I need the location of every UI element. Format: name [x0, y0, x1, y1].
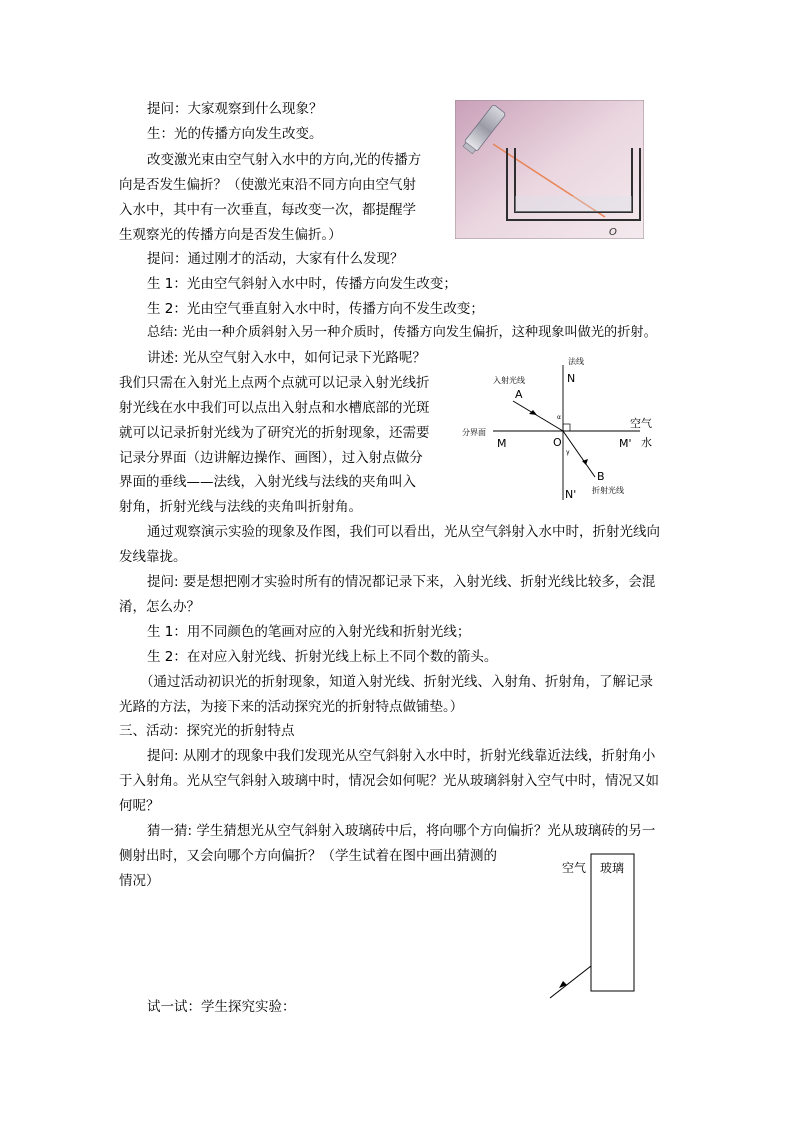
text-line: 生 1：光由空气斜射入水中时，传播方向发生改变；	[147, 276, 457, 292]
glass-ray-arrow	[559, 981, 567, 988]
angle-alpha: α	[557, 414, 561, 421]
text-line: 生 2：在对应入射光线、折射光线上标上不同个数的箭头。	[147, 649, 498, 665]
air-label: 空气	[630, 417, 652, 430]
text-line: 我们只需在入射光上点两个点就可以记录入射光线折	[119, 375, 430, 391]
text-line: 讲述: 光从空气射入水中，如何记录下光路呢？	[147, 350, 426, 366]
text-line: 就可以记录折射光线为了研究光的折射现象，还需要	[119, 425, 430, 441]
text-line: 生：光的传播方向发生改变。	[147, 126, 323, 142]
photo-label-o: O	[609, 227, 617, 238]
text-line: 提问: 从刚才的现象中我们发现光从空气斜射入水中时，折射光线靠近法线，折射角小	[147, 748, 656, 764]
interface-label: 分界面	[462, 428, 486, 437]
text-line: 总结: 光由一种介质斜射入另一种介质时，传播方向发生偏折，这种现象叫做光的折射。	[147, 325, 657, 340]
incident-ray-glass	[550, 966, 591, 998]
text-line: 猜一猜: 学生猜想光从空气斜射入玻璃砖中后，将向哪个方向偏折？光从玻璃砖的另一	[147, 823, 656, 839]
point-n: N	[567, 372, 576, 385]
text-line: 提问: 要是想把刚才实验时所有的情况都记录下来，入射光线、折射光线比较多，会混	[147, 574, 656, 590]
glass-block-diagram	[540, 848, 650, 1008]
text-line: 射角，折射光线与法线的夹角叫折射角。	[119, 499, 362, 515]
text-line: （通过活动初识光的折射现象，知道入射光线、折射光线、入射角、折射角，了解记录	[140, 674, 653, 690]
text-line: 情况）	[119, 873, 160, 889]
point-o: O	[553, 436, 562, 449]
text-line: 光路的方法，为接下来的活动探究光的折射特点做铺垫。）	[119, 699, 464, 715]
text-line: 侧射出时，又会向哪个方向偏折？（学生试着在图中画出猜测的	[119, 848, 497, 864]
point-m-prime: M'	[619, 437, 632, 450]
text-line: 界面的垂线——法线，入射光线与法线的夹角叫入	[119, 474, 416, 490]
incident-ray	[513, 401, 563, 431]
text-line: 试一试：学生探究实验：	[147, 999, 296, 1015]
text-line: 于入射角。光从空气斜射入玻璃中时，情况会如何呢？光从玻璃斜射入空气中时，情况又如	[119, 773, 659, 789]
text-line: 通过观察演示实验的现象及作图，我们可以看出，光从空气斜射入水中时，折射光线向	[147, 524, 660, 540]
refracted-label: 折射光线	[592, 486, 624, 495]
text-line: 向是否发生偏折？（使激光束沿不同方向由空气射	[119, 177, 416, 193]
text-line: 淆，怎么办？	[119, 599, 200, 615]
angle-gamma: γ	[566, 449, 570, 456]
text-line: 发线靠拢。	[119, 549, 187, 565]
text-line: 射光线在水中我们可以点出入射点和水槽底部的光斑	[119, 400, 430, 416]
text-line: 生观察光的传播方向是否发生偏折。）	[119, 227, 342, 243]
laser-tank-photo	[455, 100, 644, 239]
point-b: B	[597, 470, 605, 483]
refraction-diagram	[455, 355, 670, 500]
point-m: M	[497, 437, 507, 450]
point-a: A	[515, 388, 523, 401]
section-heading: 三、活动：探究光的折射特点	[119, 723, 295, 739]
glass-label: 玻璃	[600, 861, 625, 875]
incident-label: 入射光线	[493, 376, 525, 385]
text-line: 入水中，其中有一次垂直，每改变一次，都提醒学	[119, 202, 416, 218]
text-line: 改变激光束由空气射入水中的方向,光的传播方	[147, 152, 422, 168]
text-line: 何呢？	[119, 798, 160, 814]
normal-label: 法线	[568, 357, 584, 366]
point-n-prime: N'	[565, 488, 577, 500]
text-line: 生 2：光由空气垂直射入水中时，传播方向不发生改变；	[147, 301, 484, 317]
text-line: 提问：大家观察到什么现象？	[147, 101, 323, 117]
text-line: 提问：通过刚才的活动，大家有什么发现？	[147, 251, 404, 267]
water-label: 水	[641, 436, 652, 449]
text-line: 记录分界面（边讲解边操作、画图），过入射点做分	[119, 450, 423, 466]
text-line: 生 1：用不同颜色的笔画对应的入射光线和折射光线；	[147, 624, 471, 640]
glass-air-label: 空气	[562, 861, 587, 875]
